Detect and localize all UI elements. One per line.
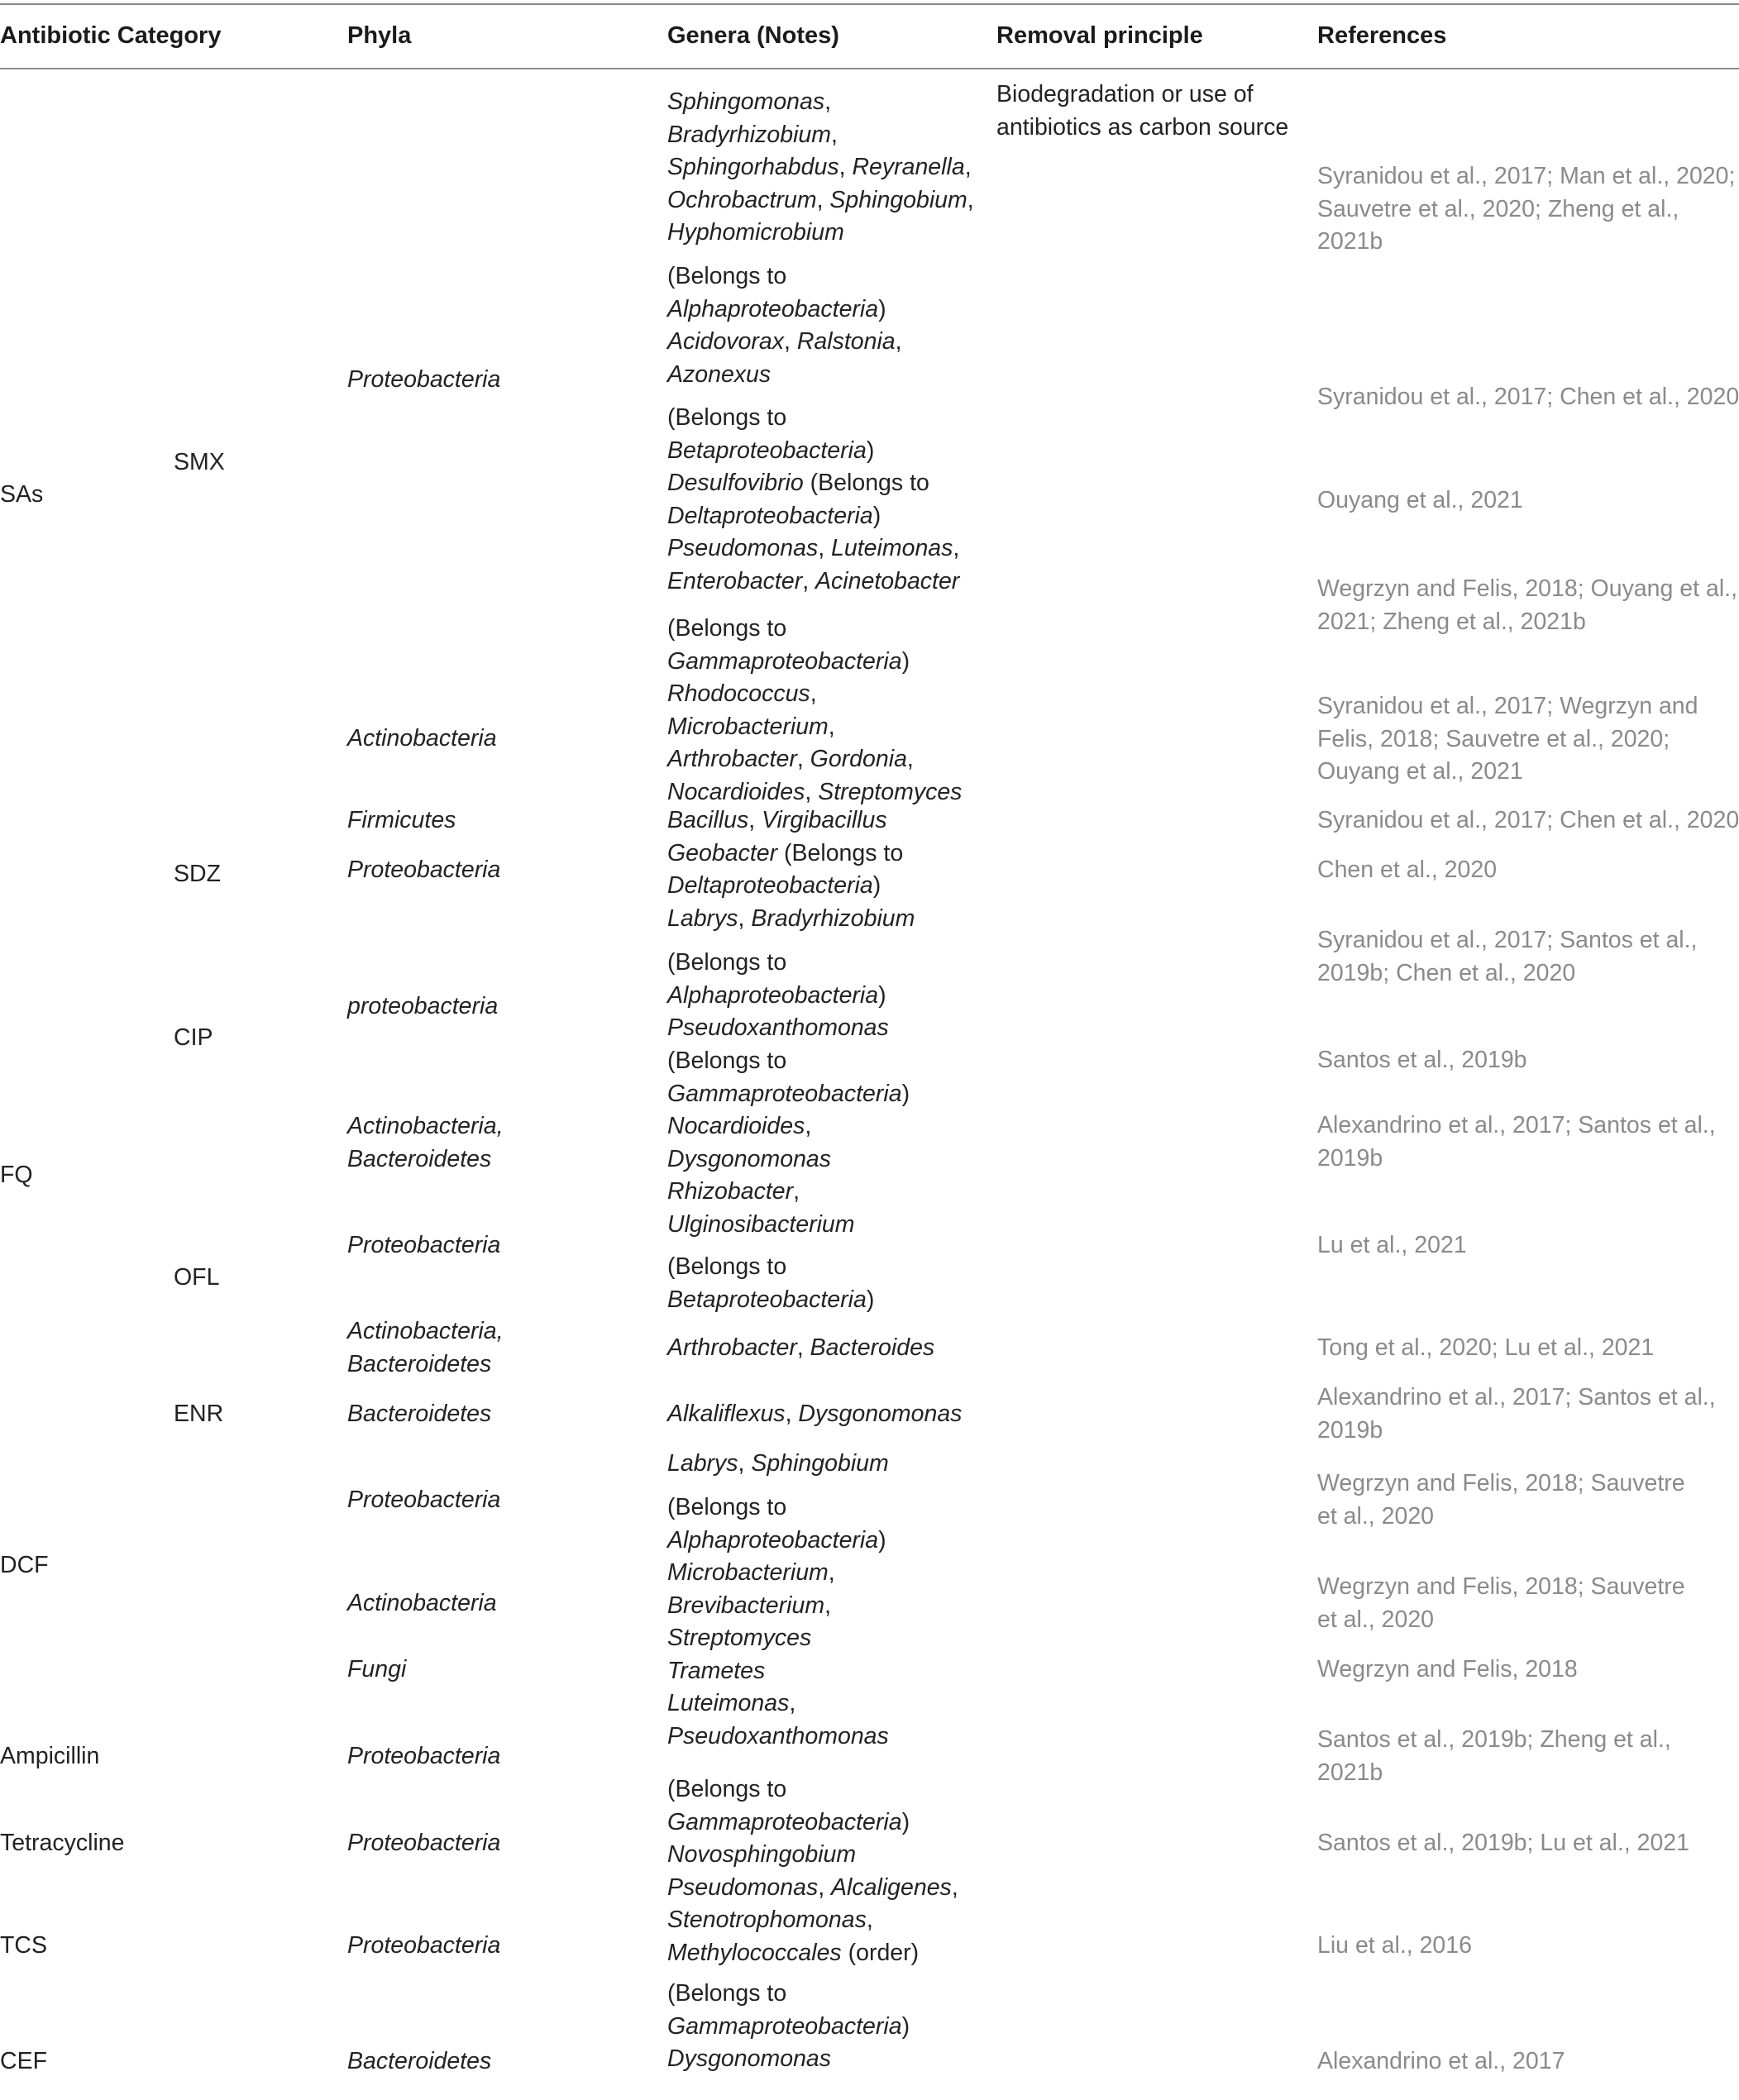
genus-name: Deltaproteobacteria xyxy=(667,872,873,899)
genus-name: Hyphomicrobium xyxy=(667,219,844,246)
genera-cell xyxy=(667,1332,934,1365)
cell-line: Actinobacteria xyxy=(347,725,497,752)
genera-note: , xyxy=(831,121,838,148)
genera-line xyxy=(667,903,915,936)
genera-line xyxy=(667,1398,962,1431)
genera-note: , xyxy=(828,1559,835,1586)
table-header-rule xyxy=(0,68,1739,69)
genera-note: , xyxy=(785,1401,799,1427)
cell-line: Santos et al., 2019b; Zheng et al., xyxy=(1317,1726,1671,1753)
genera-line xyxy=(667,1251,874,1284)
genus-name: Stenotrophomonas xyxy=(667,1907,867,1933)
genera-cell xyxy=(667,1978,910,2076)
reference-cell xyxy=(1317,1827,1689,1860)
category-label: ENR xyxy=(174,1401,224,1427)
genera-cell xyxy=(667,804,915,935)
cell-line: Fungi xyxy=(347,1656,407,1682)
genera-cell xyxy=(667,1045,910,1241)
genera-cell xyxy=(667,613,962,809)
genera-line xyxy=(667,217,974,250)
genus-name: Enterobacter xyxy=(667,567,803,594)
cell-line: Actinobacteria, xyxy=(347,1113,504,1139)
cell-line: Syranidou et al., 2017; Man et al., 2020; xyxy=(1317,163,1736,189)
genera-line xyxy=(667,838,915,871)
genera-cell xyxy=(667,260,902,391)
genera-line xyxy=(667,359,902,392)
genus-name: Bradyrhizobium xyxy=(751,904,915,932)
genera-note: ) xyxy=(878,981,886,1009)
cell-line: Actinobacteria, xyxy=(347,1318,504,1344)
genera-note: ) xyxy=(901,647,910,675)
genus-name: Alcaligenes xyxy=(831,1873,952,1901)
genera-note: , xyxy=(789,1690,796,1716)
category-label: DCF xyxy=(0,1552,49,1578)
genus-name: Gammaproteobacteria xyxy=(667,2012,902,2040)
genera-cell xyxy=(667,1448,889,1481)
reference-cell xyxy=(1317,804,1739,838)
reference-cell xyxy=(1317,2045,1565,2079)
genus-name: Rhizobacter xyxy=(667,1178,794,1205)
genera-line xyxy=(667,402,959,435)
genera-cell xyxy=(667,1398,962,1431)
category-label: Tetracycline xyxy=(0,1830,125,1856)
genus-name: Gammaproteobacteria xyxy=(667,647,902,675)
phylum-cell xyxy=(347,990,498,1024)
cell-line: Santos et al., 2019b; Lu et al., 2021 xyxy=(1317,1830,1690,1856)
genera-note: , xyxy=(895,328,902,355)
genus-name: Novosphingobium xyxy=(667,1841,857,1868)
genera-note: , xyxy=(738,904,752,932)
genera-note: ) xyxy=(901,2012,910,2040)
genus-name: Alphaproteobacteria xyxy=(667,1526,879,1554)
genera-line xyxy=(667,711,962,744)
genera-note: , xyxy=(802,567,816,594)
genera-note: , xyxy=(810,680,817,707)
genera-line xyxy=(667,743,962,776)
cell-line: Proteobacteria xyxy=(347,366,501,393)
genera-line xyxy=(667,613,962,646)
removal-principle-line: Biodegradation or use of xyxy=(996,81,1254,107)
genera-line xyxy=(667,1209,910,1242)
reference-cell xyxy=(1317,1468,1685,1533)
removal-principle-cell xyxy=(996,79,1288,144)
genera-note: ) xyxy=(872,872,881,899)
genus-name: Rhodococcus xyxy=(667,680,810,707)
genus-name: Reyranella xyxy=(852,154,965,180)
genera-note: , xyxy=(967,186,974,213)
cell-line: Tong et al., 2020; Lu et al., 2021 xyxy=(1317,1334,1655,1361)
genera-line xyxy=(667,1448,889,1481)
genus-name: Dysgonomonas xyxy=(667,1145,832,1172)
removal-principle-line: antibiotics as carbon source xyxy=(996,113,1289,141)
cell-line: Firmicutes xyxy=(347,807,456,833)
genera-note: ) xyxy=(866,1286,875,1313)
genera-note: ) xyxy=(866,437,875,464)
genera-note: , xyxy=(748,807,762,833)
cell-line: proteobacteria xyxy=(347,993,499,1019)
genera-note: , xyxy=(805,778,819,805)
cell-line: Bacteroidetes xyxy=(347,1401,492,1427)
genus-name: Acidovorax xyxy=(667,328,784,355)
genus-name: Brevibacterium xyxy=(667,1592,825,1619)
cell-line: Proteobacteria xyxy=(347,1743,501,1769)
genera-line xyxy=(667,646,962,679)
cell-line: Ouyang et al., 2021 xyxy=(1317,487,1523,513)
genera-note: , xyxy=(816,186,830,213)
genus-name: Gammaproteobacteria xyxy=(667,1080,902,1107)
reference-cell xyxy=(1317,573,1737,638)
header-antibiotic-category: Antibiotic Category xyxy=(0,22,222,49)
genera-note: , xyxy=(818,1873,832,1901)
genus-name: Azonexus xyxy=(667,360,772,388)
genera-note: , xyxy=(793,1178,800,1205)
genus-name: Methylococcales xyxy=(667,1939,842,1966)
genera-line xyxy=(667,1839,958,1872)
genus-name: Nocardioides xyxy=(667,1113,805,1139)
genera-line xyxy=(667,1045,910,1078)
genus-name: Ralstonia xyxy=(796,328,896,355)
cell-line: 2019b; Chen et al., 2020 xyxy=(1317,959,1576,986)
genera-line xyxy=(667,1622,889,1655)
genus-name: Pseudoxanthomonas xyxy=(667,1722,889,1749)
reference-cell xyxy=(1317,924,1697,990)
genera-cell xyxy=(667,1251,874,1316)
phylum-cell xyxy=(347,1654,406,1687)
genera-note: , xyxy=(824,88,832,115)
genus-name: Labrys xyxy=(667,1450,738,1477)
cell-line: Lu et al., 2021 xyxy=(1317,1232,1467,1258)
genera-line xyxy=(667,184,974,217)
cell-line: Proteobacteria xyxy=(347,1932,501,1959)
genus-name: Bacillus xyxy=(667,807,749,833)
genera-line xyxy=(667,1284,874,1317)
cell-line: et al., 2020 xyxy=(1317,1606,1435,1633)
category-label: CIP xyxy=(174,1024,213,1051)
cell-line: Felis, 2018; Sauvetre et al., 2020; xyxy=(1317,725,1670,752)
genus-name: Virgibacillus xyxy=(762,807,887,833)
phylum-cell xyxy=(347,1930,500,1963)
genera-note: (Belongs to xyxy=(667,1253,787,1280)
genera-note: (Belongs to xyxy=(667,1048,787,1074)
cell-line: Alexandrino et al., 2017; Santos et al., xyxy=(1317,1112,1716,1138)
genera-cell xyxy=(667,1491,889,1753)
genera-line xyxy=(667,1332,934,1365)
genera-note: (Belongs to xyxy=(667,1494,787,1520)
reference-cell xyxy=(1317,1654,1578,1687)
cell-line: Proteobacteria xyxy=(347,1232,501,1258)
cell-line: 2019b xyxy=(1317,1416,1383,1444)
cell-line: Alexandrino et al., 2017; Santos et al., xyxy=(1317,1384,1716,1410)
genera-note: (Belongs to xyxy=(777,839,904,866)
genera-note: , xyxy=(906,746,914,772)
phylum-cell xyxy=(347,2045,491,2079)
cell-line: Sauvetre et al., 2020; Zheng et al., xyxy=(1317,195,1679,222)
cell-line: Wegrzyn and Felis, 2018; Sauvetre xyxy=(1317,1573,1685,1600)
genera-line xyxy=(667,2043,910,2076)
genera-line xyxy=(667,467,959,500)
genera-line xyxy=(667,435,959,468)
cell-line: Alexandrino et al., 2017 xyxy=(1317,2048,1565,2074)
genera-note: , xyxy=(738,1450,752,1477)
reference-cell xyxy=(1317,381,1739,414)
category-label: OFL xyxy=(174,1264,220,1291)
genus-name: Gammaproteobacteria xyxy=(667,1808,902,1835)
cell-line: Chen et al., 2020 xyxy=(1317,857,1498,883)
genus-name: Bradyrhizobium xyxy=(667,121,831,148)
genera-cell xyxy=(667,947,889,1045)
cell-line: Proteobacteria xyxy=(347,857,501,883)
genera-note: , xyxy=(818,535,832,561)
genera-note: (Belongs to xyxy=(667,1776,787,1802)
cell-line: Syranidou et al., 2017; Wegrzyn and xyxy=(1317,693,1698,719)
genera-line xyxy=(667,947,889,980)
genera-line xyxy=(667,1176,910,1209)
genera-note: (Belongs to xyxy=(667,404,787,431)
reference-cell xyxy=(1317,1724,1671,1789)
reference-cell xyxy=(1317,484,1523,518)
genus-name: Pseudomonas xyxy=(667,535,819,561)
genera-line xyxy=(667,566,959,599)
genus-name: Geobacter xyxy=(667,839,778,866)
phylum-cell xyxy=(347,1398,491,1431)
genera-note: (Belongs to xyxy=(667,949,787,976)
genera-line xyxy=(667,1773,958,1806)
genera-line xyxy=(667,326,902,359)
genera-note: , xyxy=(796,1334,810,1361)
category-label: TCS xyxy=(0,1932,47,1959)
phylum-cell xyxy=(347,1484,500,1517)
genus-name: Trametes xyxy=(667,1657,766,1684)
genus-name: Streptomyces xyxy=(667,1625,812,1651)
genera-line xyxy=(667,980,889,1013)
genus-name: Betaproteobacteria xyxy=(667,437,867,464)
genus-name: Microbacterium xyxy=(667,713,829,740)
genus-name: Sphingorhabdus xyxy=(667,154,839,180)
cell-line: Wegrzyn and Felis, 2018; Ouyang et al., xyxy=(1317,575,1738,602)
genus-name: Ochrobactrum xyxy=(667,186,817,213)
cell-line: Syranidou et al., 2017; Santos et al., xyxy=(1317,927,1698,953)
category-label: SAs xyxy=(0,481,44,508)
genera-line xyxy=(667,1557,889,1590)
genera-line xyxy=(667,2011,910,2044)
phylum-cell xyxy=(347,1110,504,1176)
cell-line: 2021b xyxy=(1317,228,1383,255)
genera-note: , xyxy=(953,535,960,561)
genera-line xyxy=(667,1655,889,1688)
genus-name: Pseudomonas xyxy=(667,1873,819,1901)
genera-line xyxy=(667,1978,910,2011)
genus-name: Luteimonas xyxy=(831,535,953,561)
reference-cell xyxy=(1317,1382,1716,1447)
genera-cell xyxy=(667,86,974,250)
genera-line xyxy=(667,1687,889,1721)
genera-note: , xyxy=(828,713,835,740)
reference-cell xyxy=(1317,1332,1654,1365)
genus-name: Deltaproteobacteria xyxy=(667,502,873,529)
genera-line xyxy=(667,1904,958,1937)
genera-note: ) xyxy=(878,295,886,322)
genera-line xyxy=(667,1143,910,1176)
phylum-cell xyxy=(347,1229,500,1262)
cell-line: 2021; Zheng et al., 2021b xyxy=(1317,608,1586,635)
genera-line xyxy=(667,1872,958,1905)
cell-line: Ouyang et al., 2021 xyxy=(1317,758,1523,785)
genera-line xyxy=(667,1491,889,1525)
reference-cell xyxy=(1317,1044,1527,1077)
genera-note: (Belongs to xyxy=(667,1980,787,2007)
genera-note: (order) xyxy=(841,1939,920,1966)
reference-cell xyxy=(1317,854,1497,887)
genera-note: , xyxy=(805,1113,812,1139)
genera-line xyxy=(667,1110,910,1143)
genus-name: Acinetobacter xyxy=(815,567,960,594)
cell-line: Proteobacteria xyxy=(347,1830,501,1856)
cell-line: 2019b xyxy=(1317,1144,1383,1172)
genera-note: , xyxy=(866,1907,873,1933)
genera-line xyxy=(667,151,974,184)
genera-note: ) xyxy=(878,1526,886,1554)
genera-note: , xyxy=(838,154,853,180)
genera-line xyxy=(667,1525,889,1558)
phylum-cell xyxy=(347,804,456,838)
genus-name: Arthrobacter xyxy=(667,1334,797,1361)
cell-line: Wegrzyn and Felis, 2018; Sauvetre xyxy=(1317,1470,1685,1496)
genus-name: Luteimonas xyxy=(667,1690,790,1716)
phylum-cell xyxy=(347,1827,500,1860)
header-phyla: Phyla xyxy=(347,22,412,49)
reference-cell xyxy=(1317,1571,1685,1636)
genera-note: , xyxy=(783,328,797,355)
genus-name: Gordonia xyxy=(810,746,907,772)
cell-line: Santos et al., 2019b xyxy=(1317,1047,1527,1073)
genera-line xyxy=(667,1721,889,1754)
phylum-cell xyxy=(347,364,500,397)
category-label: SDZ xyxy=(174,861,221,887)
cell-line: Proteobacteria xyxy=(347,1487,501,1513)
genera-note: , xyxy=(824,1592,831,1619)
category-label: FQ xyxy=(0,1162,33,1188)
genera-line xyxy=(667,260,902,294)
genus-name: Sphingobium xyxy=(751,1450,889,1477)
genera-note: (Belongs to xyxy=(667,263,787,289)
genera-cell xyxy=(667,402,959,598)
cell-line: Bacteroidetes xyxy=(347,2048,492,2074)
reference-cell xyxy=(1317,1229,1467,1262)
genus-name: Alkaliflexus xyxy=(667,1401,786,1427)
genera-line xyxy=(667,86,974,119)
genera-line xyxy=(667,119,974,152)
cell-line: Wegrzyn and Felis, 2018 xyxy=(1317,1656,1578,1682)
genera-note: ) xyxy=(901,1808,910,1835)
genus-name: Desulfovibrio xyxy=(667,470,804,496)
reference-cell xyxy=(1317,160,1735,259)
cell-line: 2021b xyxy=(1317,1759,1383,1786)
genera-note: ) xyxy=(872,502,881,529)
genera-note: ) xyxy=(901,1080,910,1107)
genus-name: Pseudoxanthomonas xyxy=(667,1014,889,1041)
genus-name: Alphaproteobacteria xyxy=(667,295,879,322)
cell-line: et al., 2020 xyxy=(1317,1502,1435,1530)
genera-line xyxy=(667,1806,958,1840)
reference-cell xyxy=(1317,1110,1716,1175)
genera-line xyxy=(667,1590,889,1623)
genera-note: (Belongs to xyxy=(803,470,929,496)
genera-line xyxy=(667,804,915,838)
category-label: SMX xyxy=(174,449,225,475)
phylum-cell xyxy=(347,854,500,887)
phylum-cell xyxy=(347,723,497,756)
cell-line: Syranidou et al., 2017; Chen et al., 2020 xyxy=(1317,384,1739,410)
category-label: Ampicillin xyxy=(0,1743,100,1769)
genera-line xyxy=(667,1937,958,1970)
genera-line xyxy=(667,1078,910,1111)
genera-note: , xyxy=(796,746,810,772)
genera-note: , xyxy=(951,1873,958,1901)
phylum-cell xyxy=(347,1587,497,1620)
genus-name: Sphingobium xyxy=(829,186,967,213)
header-removal-principle: Removal principle xyxy=(996,22,1203,49)
cell-line: Bacteroidetes xyxy=(347,1145,492,1172)
genera-line xyxy=(667,870,915,903)
genus-name: Betaproteobacteria xyxy=(667,1286,867,1313)
genus-name: Dysgonomonas xyxy=(667,2045,832,2072)
reference-cell xyxy=(1317,690,1698,789)
genera-line xyxy=(667,294,902,327)
phylum-cell xyxy=(347,1740,500,1773)
reference-cell xyxy=(1317,1930,1472,1963)
genera-line xyxy=(667,532,959,566)
genus-name: Arthrobacter xyxy=(667,746,797,772)
genera-line xyxy=(667,500,959,533)
cell-line: Liu et al., 2016 xyxy=(1317,1932,1472,1959)
genera-note: , xyxy=(964,154,972,180)
cell-line: Actinobacteria xyxy=(347,1590,497,1616)
table-top-rule xyxy=(0,3,1739,5)
header-references: References xyxy=(1317,22,1447,49)
genus-name: Ulginosibacterium xyxy=(667,1210,855,1238)
genus-name: Labrys xyxy=(667,904,738,932)
genera-note: (Belongs to xyxy=(667,615,787,642)
genera-line xyxy=(667,1012,889,1045)
category-label: CEF xyxy=(0,2048,47,2074)
genus-name: Streptomyces xyxy=(818,778,963,805)
genus-name: Microbacterium xyxy=(667,1559,829,1586)
genus-name: Sphingomonas xyxy=(667,88,825,115)
genus-name: Nocardioides xyxy=(667,778,805,805)
genus-name: Bacteroides xyxy=(810,1334,935,1361)
genus-name: Alphaproteobacteria xyxy=(667,981,879,1009)
phylum-cell xyxy=(347,1315,504,1381)
genera-line xyxy=(667,678,962,711)
genera-cell xyxy=(667,1773,958,1969)
genus-name: Dysgonomonas xyxy=(798,1401,963,1427)
cell-line: Bacteroidetes xyxy=(347,1350,492,1377)
cell-line: Syranidou et al., 2017; Chen et al., 2020 xyxy=(1317,807,1739,833)
header-genera: Genera (Notes) xyxy=(667,22,839,49)
